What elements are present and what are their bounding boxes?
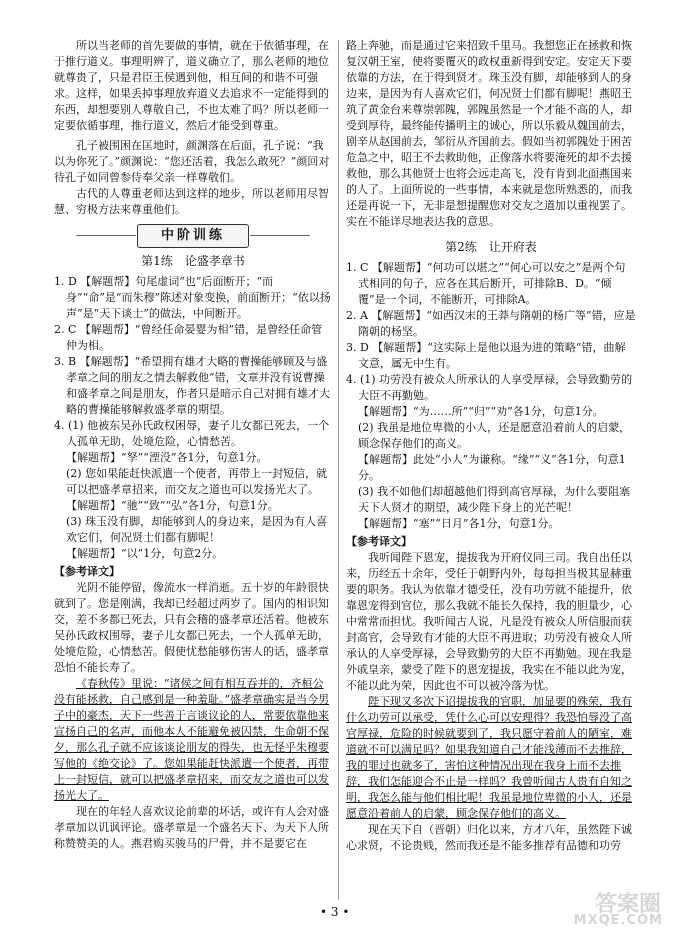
section-title-2: 第2练 让开府表 bbox=[445, 240, 537, 254]
watermark-logo bbox=[557, 887, 667, 933]
answer-4-note-2: 【解题帮】“驰”“致”“弘”各1分，句意1分。 bbox=[66, 499, 279, 512]
answer-2-4-part-2: (2) 我虽是地位卑微的小人，还是愿意沿着前人的启蒙，顾念保存他们的高义。 bbox=[358, 421, 631, 450]
answer-4-note-3: 【解题帮】“以”1分，句意2分。 bbox=[66, 547, 224, 560]
translation-2-para-2: 陛下现又多次下诏提拔我的官职，加显要的殊荣，我有什么功劳可以承受，凭什么心可以安理得？我恐怕辱没了高官厚禄，危险的时候就要到了，我只愿守着前人的陋室，难道就不可以满足吗？如果我知道自己才能浅薄而不去推辞，我的罪过也就多了，害怕这种情况出现在我身上而不去推辞，我们怎能迎合不止是一样吗？我曾听闻古人贵有自知之明，我怎么能与他们相比呢！我虽是地位卑微的小人，还是愿意沿着前人的启蒙，顾念保存他们的高义。 bbox=[346, 695, 632, 820]
answer-2-3: 3. D 【解题帮】“这实际上是他以退为进的策略”错，曲解文意，属无中生有。 bbox=[346, 341, 626, 370]
answer-3: 3. B 【解题帮】“希望拥有雄才大略的曹操能够顾及与盛孝章之间的朋友之情去解救他”错，文章并没有说曹操和盛孝章之间是朋友，作者只是暗示自己对拥有雄才大略的曹操能够解救盛孝章的期望。 bbox=[54, 355, 330, 416]
translation-2-para-1: 我听闻陛下恩宠，提拔我为开府仪同三司。我自出任以来，历经五十余年，受任于朝野内外，每每担当极其显赫重要的职务。我认为依靠才德受任，没有功劳就不能提升，依靠恩宠得到官位，那么我就不能长久保持，我的胆量少，心中常常而担忧。我听闻古人说，凡是没有被众人所信服而获封高官，会导致有才能的大臣不再进取；功劳没有被众人所承认的人享受厚禄，会导致勤劳的大臣不再勤勉。现在我是外戚皇亲，蒙受了陛下的恩宠提拔，我实在不能以此为宠，不能以此为荣，因此也不可以被冷落为忧。 bbox=[346, 551, 632, 692]
answer-2-2: 2. A 【解题帮】“如西汉末的王莽与隋朝的杨广等”错，应是隋朝的杨坚。 bbox=[346, 309, 636, 338]
answer-2-1: 1. C 【解题帮】“何功可以堪之”“何心可以安之”是两个句式相同的句子，应各在其后断开，可排除B、D。“倾覆”是一个词，不能断开，可排除A。 bbox=[346, 261, 626, 306]
answer-4-part-2: (2) 您如果能赶快派遣一个使者，再带上一封短信，就可以把盛孝章招来，而交友之道也可以发扬光大了。 bbox=[66, 467, 328, 496]
translation-1-para-3: 现在的年轻人喜欢议论前辈的坏话，或许有人会对盛孝章加以讥讽评论。盛孝章是一个盛名天下、为天下人所称赞赞美的人。燕君购买骏马的尸骨，并不是要它在 bbox=[54, 805, 329, 850]
training-banner: 中阶训练 bbox=[137, 224, 249, 248]
page-number: • 3 • bbox=[320, 905, 350, 919]
answer-2-4: 4. (1) 功劳没有被众人所承认的人享受厚禄，会导致勤劳的大臣不再勤勉。 bbox=[346, 373, 633, 402]
intro-paragraph-2: 孔子被围困在匡地时，颜渊落在后面，孔子说：“我以为你死了。”颜渊说：“您还活着，我怎么敢死？”颜回对待孔子如同曾参侍奉父亲一样尊敬们。 bbox=[54, 139, 330, 184]
answer-2-4-part-3: (3) 我不如他们却超越他们得到高官厚禄，为什么要阻塞天下人贤才的期望，减少陛下身上的光芒呢！ bbox=[358, 485, 631, 514]
intro-paragraph-1: 所以当老师的首先要做的事情，就在于依循事理，在于推行道义。事理明辨了，道义确立了，那么老师的地位就尊贵了，只是君臣王侯遇到他，相互间的和谐不可强求。这样，如果丢掉事理放弃道义去追求不一定能得到的东西，却想要别人尊敬自己，不也太难了吗？所以老师一定要依循事理，推行道义，然后才能受到尊重。 bbox=[54, 39, 329, 132]
answer-4-note-1: 【解题帮】“孥”“湮没”各1分，句意1分。 bbox=[66, 451, 268, 464]
intro-paragraph-3: 古代的人尊重老师达到这样的地步，所以老师用尽智慧、穷极方法来尊重他们。 bbox=[54, 187, 329, 216]
translation-1-para-1: 光阴不能停留，像流水一样消逝。五十岁的年龄很快就到了。您是刚满，我却已经超过两岁了。国内的相识知交，差不多都已死去，只有会稽的盛孝章还活着。他被东吴孙氏政权围辱，妻子儿女都已死去，一个人孤单无助，处境危险，心情愁苦。假使忧愁能够伤害人的话，盛孝章恐怕不能长寿了。 bbox=[54, 581, 329, 674]
watermark-line-2: MXQE.COM bbox=[573, 913, 663, 928]
answer-2-4-note-1: 【解题帮】“为……所”“归”“劝”各1分，句意1分。 bbox=[358, 405, 604, 418]
reference-heading-2: 【参考译文】 bbox=[346, 535, 412, 548]
translation-1-para-2: 《春秋传》里说：“诸侯之间有相互吞并的，齐桓公没有能拯救，自己感到是一种羞耻。”盛孝章确实是当今男子中的豪杰，天下一些善于言谈议论的人，常要依靠他来宣扬自己的名声，而他本人不能避免被囚禁，生命朝不保夕，那么孔子就不应该谈论朋友的得失，也无怪乎朱穆要写他的《绝交论》了。您如果能赶快派遣一个使者，再带上一封短信，就可以把盛孝章招来，而交友之道也可以发扬光大了。 bbox=[54, 677, 330, 802]
answer-2-4-note-3: 【解题帮】“塞”“日月”各1分，句意1分。 bbox=[358, 517, 560, 530]
translation-1-continued: 路上奔驰，而是通过它来招致千里马。我想您正在拯救和恢复汉朝王室，使将要覆灭的政权重新得到安定。安定天下要依靠的方法，在于得到贤才。珠玉没有脚，却能够到人的身边来，是因为有人喜欢它们，何况贤士们都有脚呢！燕昭王筑了黄金台来尊崇郭隗，郭隗虽然是一个才能不高的人，却受到厚待，最终能传播明主的诚心，所以乐毅从魏国前去，剧辛从赵国前去，邹衍从齐国前去。假如当初郭隗处于困苦危急之中，昭王不去救助他，正像落水将要淹死的却不去援救他，那么其他贤士也将会远走高飞，没有肯到北面燕国来的人了。上面所说的一些事情，本来就是您所熟悉的，而我还是再说一下，无非是想提醒您对交友之道加以重视罢了。实在不能详尽地表达我的意思。 bbox=[346, 39, 632, 228]
answer-4-part-3: (3) 珠玉没有脚，却能够到人的身边来，是因为有人喜欢它们，何况贤士们都有脚呢！ bbox=[66, 515, 328, 544]
section-title-1: 第1练 论盛孝章书 bbox=[141, 254, 245, 268]
reference-heading-1: 【参考译文】 bbox=[54, 565, 120, 578]
left-column bbox=[54, 38, 332, 852]
translation-2-para-3: 现在天下自（晋朝）归化以来，方才八年，虽然陛下诚心求贤，不论贵贱，然而我还是不能多推荐有品德和功劳 bbox=[346, 823, 632, 852]
answer-2: 2. C 【解题帮】“曾经任命晏婴为相”错，是曾经任命管仲为相。 bbox=[54, 323, 323, 352]
answer-1: 1. D 【解题帮】句尾虚词“也”后面断开；“而身”“命”是“而朱穆”陈述对象变换，前面断开；“依以扬声”是“天下谈士”的做法，中间断开。 bbox=[54, 275, 331, 320]
column-divider bbox=[338, 40, 339, 900]
right-column bbox=[346, 38, 636, 854]
answer-4: 4. (1) 他被东吴孙氏政权困辱，妻子儿女都已死去，一个人孤单无助，处境危险，心情愁苦。 bbox=[54, 419, 330, 448]
answer-2-4-note-2: 【解题帮】此处“小人”为谦称。“缘”“义”各1分，句意1分。 bbox=[358, 453, 626, 482]
watermark-line-1: 答案圈 bbox=[594, 892, 661, 917]
